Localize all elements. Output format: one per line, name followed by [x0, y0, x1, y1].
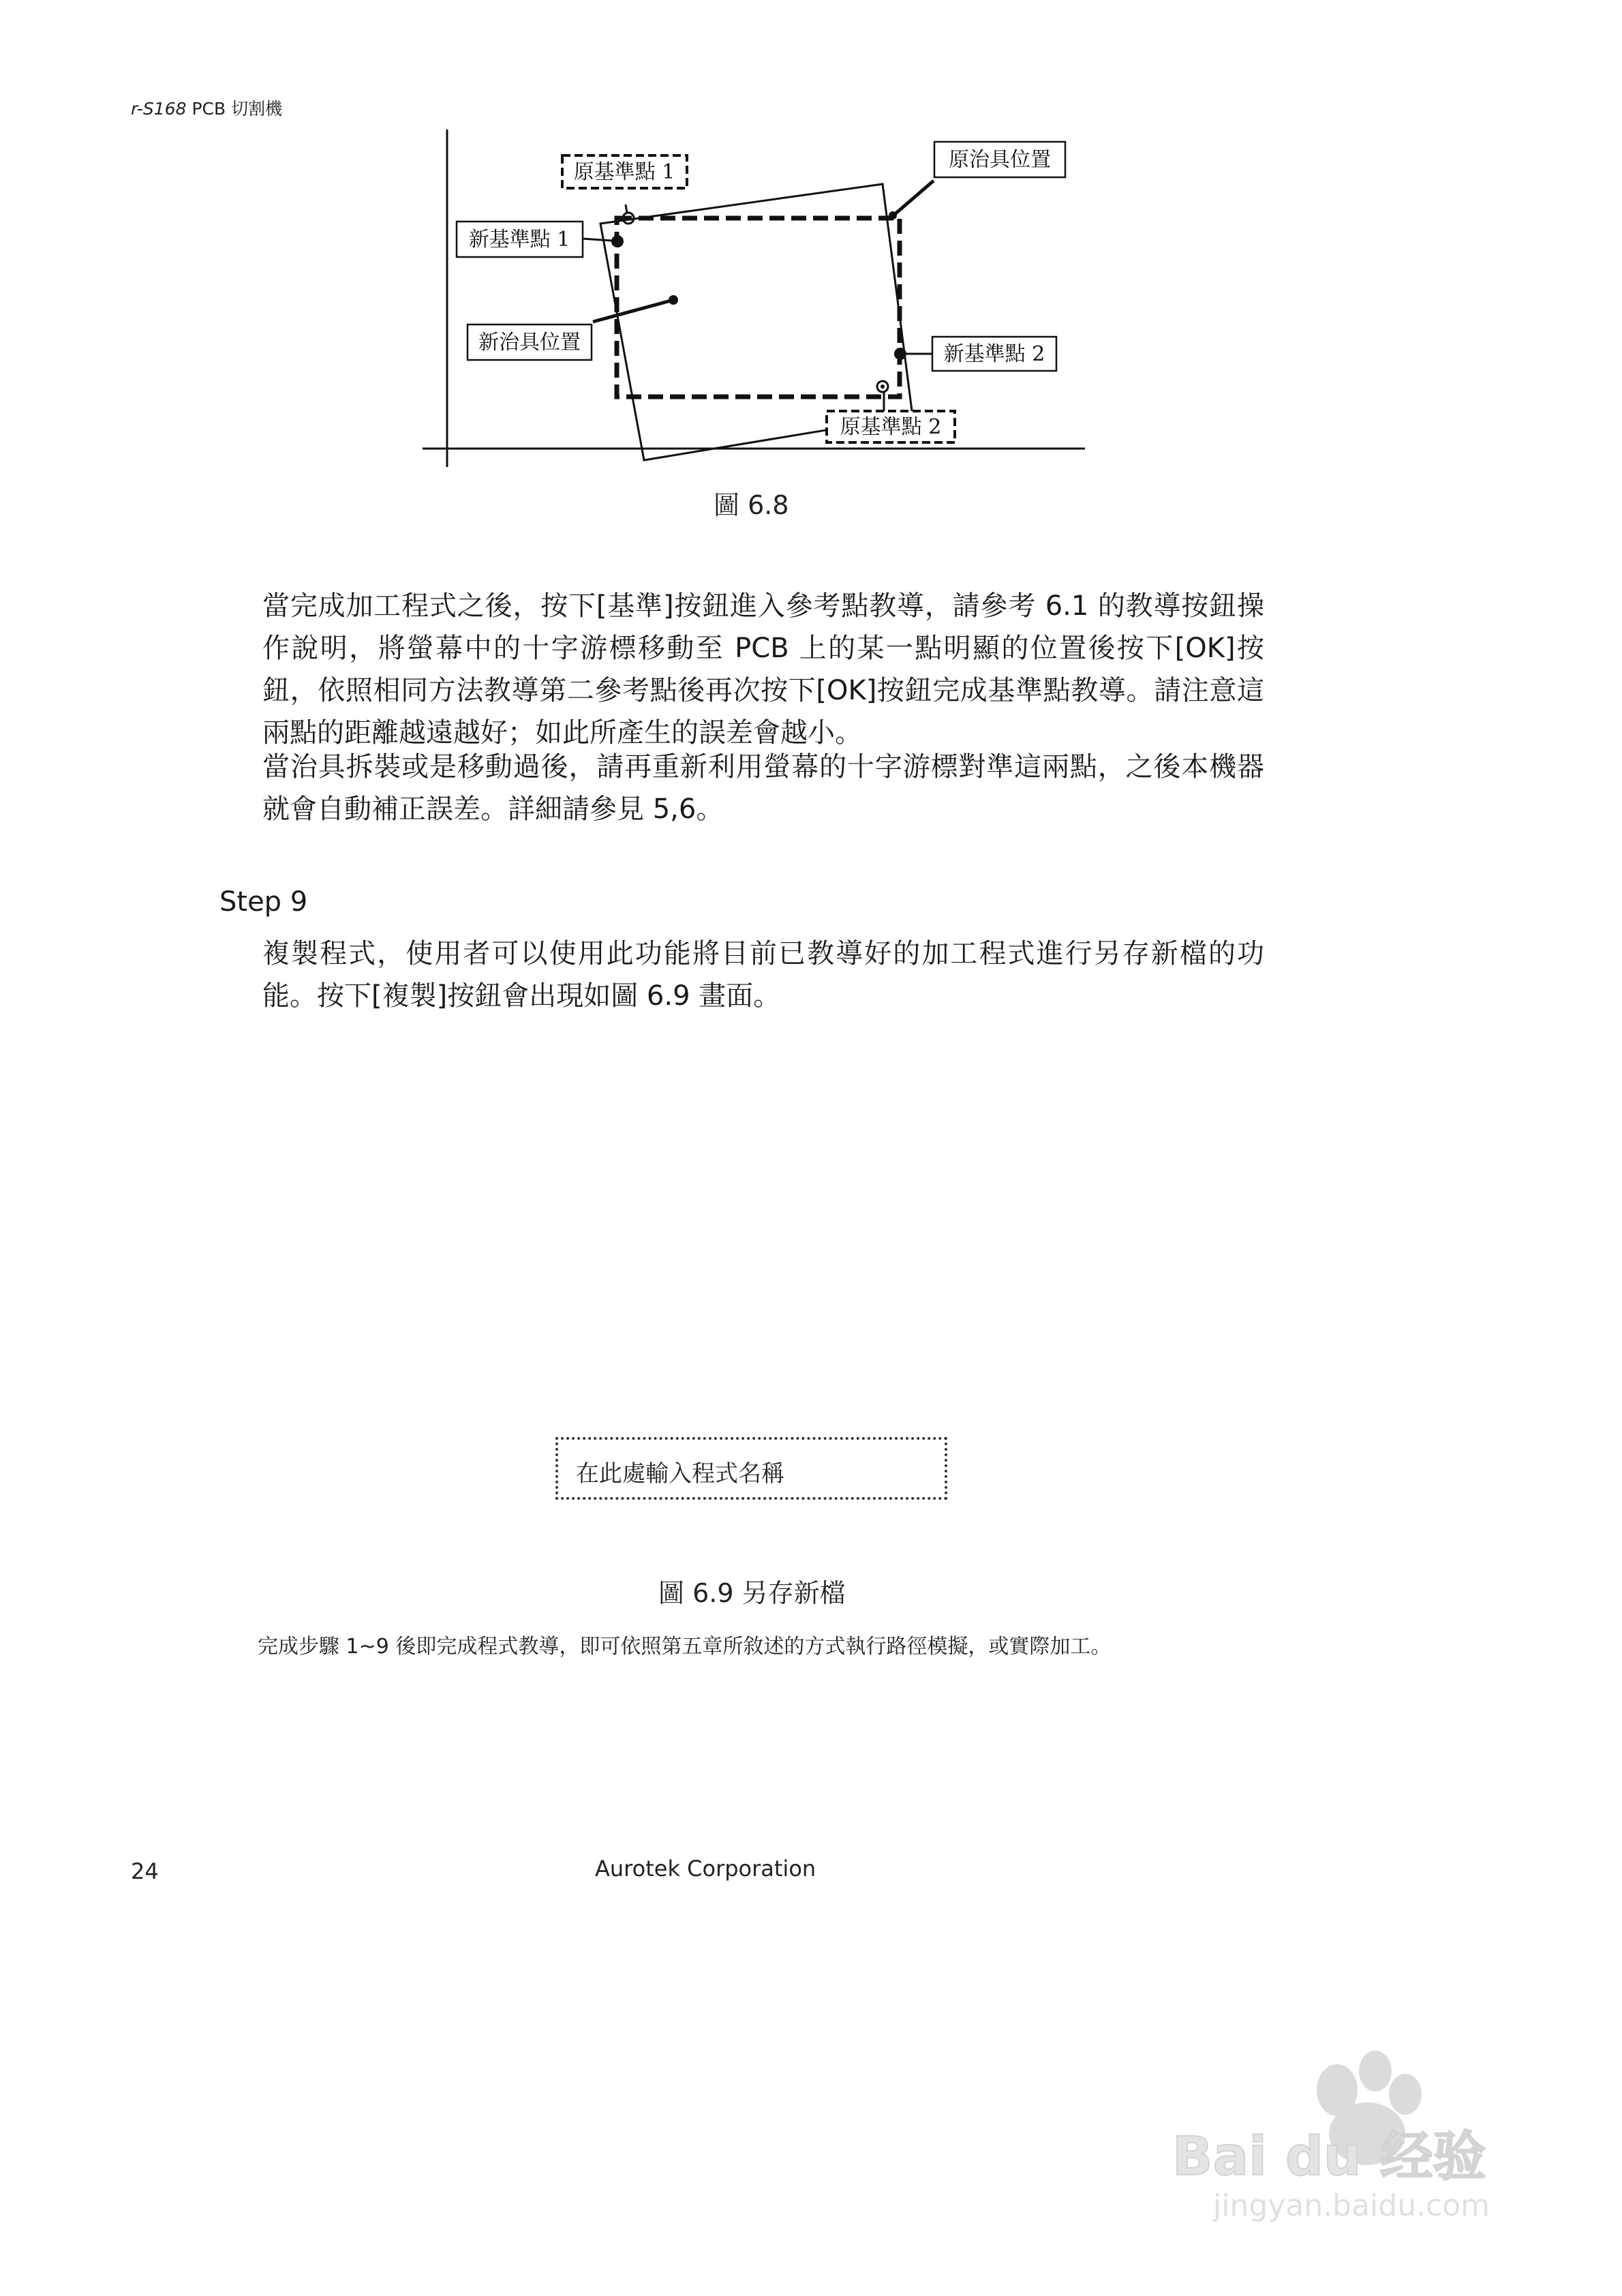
program-name-input[interactable]: 在此處輸入程式名稱 [555, 1437, 947, 1500]
orig-ref-1-connector [626, 205, 627, 213]
baidu-watermark [1159, 2031, 1540, 2229]
new-fixture-pointer [593, 300, 673, 322]
label-new-ref-2: 新基準點 2 [943, 342, 1045, 366]
figure-6-9-caption: 圖 6.9 另存新檔 [658, 1578, 846, 1608]
new-ref-point-2 [894, 348, 906, 360]
orig-fixture-pointer-dot [889, 211, 897, 220]
label-new-fixture: 新治具位置 [478, 331, 581, 354]
label-orig-ref-1: 原基準點 1 [573, 160, 675, 184]
header-model: r-S168 [131, 99, 187, 119]
page-number: 24 [131, 1858, 159, 1884]
paragraph-reference-teaching: 當完成加工程式之後，按下[基準]按鈕進入參考點教導，請參考 6.1 的教導按鈕操作說明，將螢幕中的十字游標移動至 PCB 上的某一點明顯的位置後按下[OK]按鈕，依照相同方法教導第二參考點後再次按下[OK]按鈕完成基準點教導。請注意這兩點的距離越遠越好；如此所產生的誤差會越小。 [262, 590, 1264, 749]
paragraph-fixture-compensation: 當治具拆裝或是移動過後，請再重新利用螢幕的十字游標對準這兩點，之後本機器就會自動補正誤差。詳細請參見 5,6。 [262, 751, 1264, 825]
label-new-ref-1: 新基準點 1 [468, 228, 570, 252]
orig-fixture-pointer [894, 181, 934, 215]
page-header [131, 95, 282, 120]
orig-ref-point-1-inner [626, 216, 630, 220]
new-fixture-pointer-dot [669, 295, 678, 305]
completion-note: 完成步驟 1~9 後即完成程式教導，即可依照第五章所敘述的方式執行路徑模擬，或實際加工。 [258, 1635, 1112, 1659]
paragraph-copy-program: 複製程式，使用者可以使用此功能將目前已教導好的加工程式進行另存新檔的功能。按下[複製]按鈕會出現如圖 6.9 畫面。 [262, 938, 1264, 1012]
label-orig-ref-2: 原基準點 2 [840, 415, 942, 439]
watermark-brand: Bai du 经验 [1172, 2126, 1486, 2188]
header-title: PCB 切割機 [192, 99, 283, 119]
original-fixture-rect [617, 218, 900, 397]
new-ref-point-1 [611, 235, 624, 247]
label-orig-fixture: 原治具位置 [949, 148, 1051, 172]
orig-ref-point-2-inner [881, 384, 885, 389]
watermark-url: jingyan.baidu.com [1213, 2188, 1490, 2223]
step-9-heading: Step 9 [219, 886, 308, 918]
figure-6-8-caption: 圖 6.8 [714, 490, 789, 520]
new-ref-1-connector [582, 239, 612, 241]
figure-6-8-diagram [409, 123, 1104, 477]
footer-corporation: Aurotek Corporation [595, 1856, 816, 1882]
